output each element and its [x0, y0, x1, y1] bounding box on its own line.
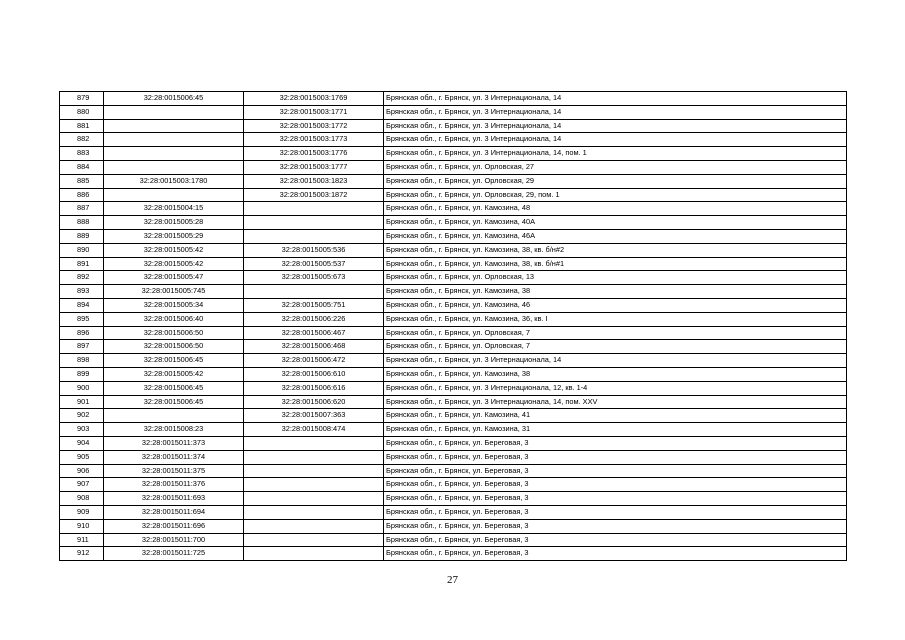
table-row	[60, 450, 847, 464]
linked-cadastral-number-cell: 32:28:0015006:616	[244, 381, 384, 395]
table-row	[60, 160, 847, 174]
table-row	[60, 436, 847, 450]
linked-cadastral-number-cell: 32:28:0015003:1771	[244, 105, 384, 119]
table-row	[60, 174, 847, 188]
address-cell: Брянская обл., г. Брянск, ул. Орловская, 29, пом. 1	[384, 188, 847, 202]
row-number-cell: 882	[60, 133, 104, 147]
row-number-cell: 908	[60, 492, 104, 506]
table-row	[60, 271, 847, 285]
table-row	[60, 423, 847, 437]
cadastral-number-cell: 32:28:0015011:373	[104, 436, 244, 450]
address-cell: Брянская обл., г. Брянск, ул. Камозина, 38, кв. б/н#2	[384, 243, 847, 257]
address-cell: Брянская обл., г. Брянск, ул. 3 Интернационала, 14	[384, 354, 847, 368]
address-cell: Брянская обл., г. Брянск, ул. Береговая, 3	[384, 533, 847, 547]
cadastral-number-cell: 32:28:0015006:45	[104, 395, 244, 409]
cadastral-number-cell: 32:28:0015011:694	[104, 505, 244, 519]
cadastral-number-cell	[104, 119, 244, 133]
table-row	[60, 188, 847, 202]
address-cell: Брянская обл., г. Брянск, ул. Береговая, 3	[384, 464, 847, 478]
table-row	[60, 381, 847, 395]
linked-cadastral-number-cell: 32:28:0015003:1772	[244, 119, 384, 133]
linked-cadastral-number-cell: 32:28:0015003:1823	[244, 174, 384, 188]
address-cell: Брянская обл., г. Брянск, ул. Камозина, 41	[384, 409, 847, 423]
row-number-cell: 905	[60, 450, 104, 464]
linked-cadastral-number-cell: 32:28:0015007:363	[244, 409, 384, 423]
linked-cadastral-number-cell	[244, 285, 384, 299]
address-cell: Брянская обл., г. Брянск, ул. 3 Интернационала, 12, кв. 1-4	[384, 381, 847, 395]
table-row	[60, 119, 847, 133]
table-row	[60, 216, 847, 230]
address-cell: Брянская обл., г. Брянск, ул. Камозина, 48	[384, 202, 847, 216]
linked-cadastral-number-cell	[244, 533, 384, 547]
cadastral-number-cell: 32:28:0015011:374	[104, 450, 244, 464]
table-row	[60, 202, 847, 216]
cadastral-number-cell: 32:28:0015004:15	[104, 202, 244, 216]
row-number-cell: 895	[60, 312, 104, 326]
cadastral-number-cell: 32:28:0015005:745	[104, 285, 244, 299]
table-row	[60, 505, 847, 519]
linked-cadastral-number-cell	[244, 492, 384, 506]
linked-cadastral-number-cell: 32:28:0015006:467	[244, 326, 384, 340]
registry-table	[59, 91, 847, 561]
linked-cadastral-number-cell: 32:28:0015006:610	[244, 367, 384, 381]
table-row	[60, 367, 847, 381]
row-number-cell: 883	[60, 147, 104, 161]
row-number-cell: 904	[60, 436, 104, 450]
cadastral-number-cell: 32:28:0015011:375	[104, 464, 244, 478]
linked-cadastral-number-cell	[244, 216, 384, 230]
address-cell: Брянская обл., г. Брянск, ул. Орловская, 29	[384, 174, 847, 188]
table-row	[60, 257, 847, 271]
address-cell: Брянская обл., г. Брянск, ул. Береговая, 3	[384, 519, 847, 533]
cadastral-number-cell	[104, 105, 244, 119]
linked-cadastral-number-cell	[244, 547, 384, 561]
linked-cadastral-number-cell: 32:28:0015005:751	[244, 298, 384, 312]
linked-cadastral-number-cell: 32:28:0015005:673	[244, 271, 384, 285]
cadastral-number-cell: 32:28:0015011:725	[104, 547, 244, 561]
table-row	[60, 547, 847, 561]
cadastral-number-cell: 32:28:0015005:42	[104, 367, 244, 381]
cadastral-number-cell	[104, 188, 244, 202]
table-row	[60, 478, 847, 492]
table-row	[60, 519, 847, 533]
address-cell: Брянская обл., г. Брянск, ул. Береговая, 3	[384, 547, 847, 561]
linked-cadastral-number-cell: 32:28:0015003:1769	[244, 92, 384, 106]
row-number-cell: 885	[60, 174, 104, 188]
linked-cadastral-number-cell	[244, 202, 384, 216]
row-number-cell: 896	[60, 326, 104, 340]
page-number: 27	[447, 574, 458, 586]
registry-body	[60, 92, 847, 561]
table-row	[60, 492, 847, 506]
address-cell: Брянская обл., г. Брянск, ул. Камозина, 40А	[384, 216, 847, 230]
cadastral-number-cell: 32:28:0015006:45	[104, 354, 244, 368]
address-cell: Брянская обл., г. Брянск, ул. Береговая, 3	[384, 492, 847, 506]
row-number-cell: 897	[60, 340, 104, 354]
address-cell: Брянская обл., г. Брянск, ул. Береговая, 3	[384, 505, 847, 519]
linked-cadastral-number-cell	[244, 478, 384, 492]
row-number-cell: 889	[60, 229, 104, 243]
address-cell: Брянская обл., г. Брянск, ул. Орловская, 7	[384, 326, 847, 340]
linked-cadastral-number-cell	[244, 519, 384, 533]
table-row	[60, 105, 847, 119]
row-number-cell: 888	[60, 216, 104, 230]
address-cell: Брянская обл., г. Брянск, ул. Орловская, 13	[384, 271, 847, 285]
row-number-cell: 886	[60, 188, 104, 202]
address-cell: Брянская обл., г. Брянск, ул. 3 Интернационала, 14, пом. 1	[384, 147, 847, 161]
linked-cadastral-number-cell: 32:28:0015008:474	[244, 423, 384, 437]
cadastral-number-cell	[104, 160, 244, 174]
table-row	[60, 409, 847, 423]
address-cell: Брянская обл., г. Брянск, ул. Камозина, 36, кв. I	[384, 312, 847, 326]
row-number-cell: 894	[60, 298, 104, 312]
cadastral-number-cell: 32:28:0015005:28	[104, 216, 244, 230]
cadastral-number-cell: 32:28:0015011:376	[104, 478, 244, 492]
address-cell: Брянская обл., г. Брянск, ул. 3 Интернационала, 14	[384, 92, 847, 106]
address-cell: Брянская обл., г. Брянск, ул. Орловская, 27	[384, 160, 847, 174]
table-row	[60, 92, 847, 106]
row-number-cell: 900	[60, 381, 104, 395]
table-row	[60, 326, 847, 340]
table-row	[60, 464, 847, 478]
table-row	[60, 312, 847, 326]
row-number-cell: 906	[60, 464, 104, 478]
row-number-cell: 884	[60, 160, 104, 174]
linked-cadastral-number-cell	[244, 505, 384, 519]
cadastral-number-cell: 32:28:0015006:50	[104, 326, 244, 340]
address-cell: Брянская обл., г. Брянск, ул. 3 Интернационала, 14	[384, 133, 847, 147]
linked-cadastral-number-cell	[244, 450, 384, 464]
table-row	[60, 340, 847, 354]
cadastral-number-cell: 32:28:0015006:40	[104, 312, 244, 326]
address-cell: Брянская обл., г. Брянск, ул. Камозина, 38	[384, 285, 847, 299]
cadastral-number-cell	[104, 133, 244, 147]
address-cell: Брянская обл., г. Брянск, ул. 3 Интернационала, 14	[384, 105, 847, 119]
linked-cadastral-number-cell	[244, 436, 384, 450]
row-number-cell: 892	[60, 271, 104, 285]
linked-cadastral-number-cell: 32:28:0015006:468	[244, 340, 384, 354]
linked-cadastral-number-cell: 32:28:0015003:1872	[244, 188, 384, 202]
row-number-cell: 901	[60, 395, 104, 409]
table-row	[60, 395, 847, 409]
linked-cadastral-number-cell: 32:28:0015003:1776	[244, 147, 384, 161]
linked-cadastral-number-cell	[244, 229, 384, 243]
linked-cadastral-number-cell: 32:28:0015005:536	[244, 243, 384, 257]
table-row	[60, 229, 847, 243]
cadastral-number-cell: 32:28:0015006:45	[104, 381, 244, 395]
table-row	[60, 285, 847, 299]
cadastral-number-cell: 32:28:0015011:700	[104, 533, 244, 547]
row-number-cell: 899	[60, 367, 104, 381]
row-number-cell: 890	[60, 243, 104, 257]
table-row	[60, 354, 847, 368]
linked-cadastral-number-cell: 32:28:0015005:537	[244, 257, 384, 271]
linked-cadastral-number-cell: 32:28:0015006:620	[244, 395, 384, 409]
row-number-cell: 887	[60, 202, 104, 216]
cadastral-number-cell	[104, 147, 244, 161]
address-cell: Брянская обл., г. Брянск, ул. 3 Интернационала, 14, пом. XXV	[384, 395, 847, 409]
row-number-cell: 911	[60, 533, 104, 547]
table-row	[60, 147, 847, 161]
address-cell: Брянская обл., г. Брянск, ул. Береговая, 3	[384, 478, 847, 492]
cadastral-number-cell: 32:28:0015006:50	[104, 340, 244, 354]
table-row	[60, 533, 847, 547]
cadastral-number-cell: 32:28:0015011:693	[104, 492, 244, 506]
cadastral-number-cell	[104, 409, 244, 423]
address-cell: Брянская обл., г. Брянск, ул. Орловская, 7	[384, 340, 847, 354]
row-number-cell: 912	[60, 547, 104, 561]
table-row	[60, 298, 847, 312]
address-cell: Брянская обл., г. Брянск, ул. Камозина, 31	[384, 423, 847, 437]
row-number-cell: 880	[60, 105, 104, 119]
linked-cadastral-number-cell	[244, 464, 384, 478]
table-row	[60, 243, 847, 257]
cadastral-number-cell: 32:28:0015005:29	[104, 229, 244, 243]
cadastral-number-cell: 32:28:0015005:47	[104, 271, 244, 285]
address-cell: Брянская обл., г. Брянск, ул. Береговая, 3	[384, 450, 847, 464]
cadastral-number-cell: 32:28:0015006:45	[104, 92, 244, 106]
cadastral-number-cell: 32:28:0015005:34	[104, 298, 244, 312]
row-number-cell: 898	[60, 354, 104, 368]
linked-cadastral-number-cell: 32:28:0015003:1777	[244, 160, 384, 174]
cadastral-number-cell: 32:28:0015005:42	[104, 243, 244, 257]
linked-cadastral-number-cell: 32:28:0015006:472	[244, 354, 384, 368]
cadastral-number-cell: 32:28:0015003:1780	[104, 174, 244, 188]
address-cell: Брянская обл., г. Брянск, ул. Камозина, 46А	[384, 229, 847, 243]
table-row	[60, 133, 847, 147]
row-number-cell: 907	[60, 478, 104, 492]
address-cell: Брянская обл., г. Брянск, ул. Камозина, 38, кв. б/н#1	[384, 257, 847, 271]
linked-cadastral-number-cell: 32:28:0015003:1773	[244, 133, 384, 147]
linked-cadastral-number-cell: 32:28:0015006:226	[244, 312, 384, 326]
row-number-cell: 902	[60, 409, 104, 423]
cadastral-number-cell: 32:28:0015011:696	[104, 519, 244, 533]
cadastral-number-cell: 32:28:0015008:23	[104, 423, 244, 437]
row-number-cell: 909	[60, 505, 104, 519]
address-cell: Брянская обл., г. Брянск, ул. Камозина, 46	[384, 298, 847, 312]
row-number-cell: 903	[60, 423, 104, 437]
address-cell: Брянская обл., г. Брянск, ул. Камозина, 38	[384, 367, 847, 381]
row-number-cell: 893	[60, 285, 104, 299]
row-number-cell: 879	[60, 92, 104, 106]
address-cell: Брянская обл., г. Брянск, ул. 3 Интернационала, 14	[384, 119, 847, 133]
cadastral-number-cell: 32:28:0015005:42	[104, 257, 244, 271]
row-number-cell: 910	[60, 519, 104, 533]
row-number-cell: 881	[60, 119, 104, 133]
row-number-cell: 891	[60, 257, 104, 271]
address-cell: Брянская обл., г. Брянск, ул. Береговая, 3	[384, 436, 847, 450]
